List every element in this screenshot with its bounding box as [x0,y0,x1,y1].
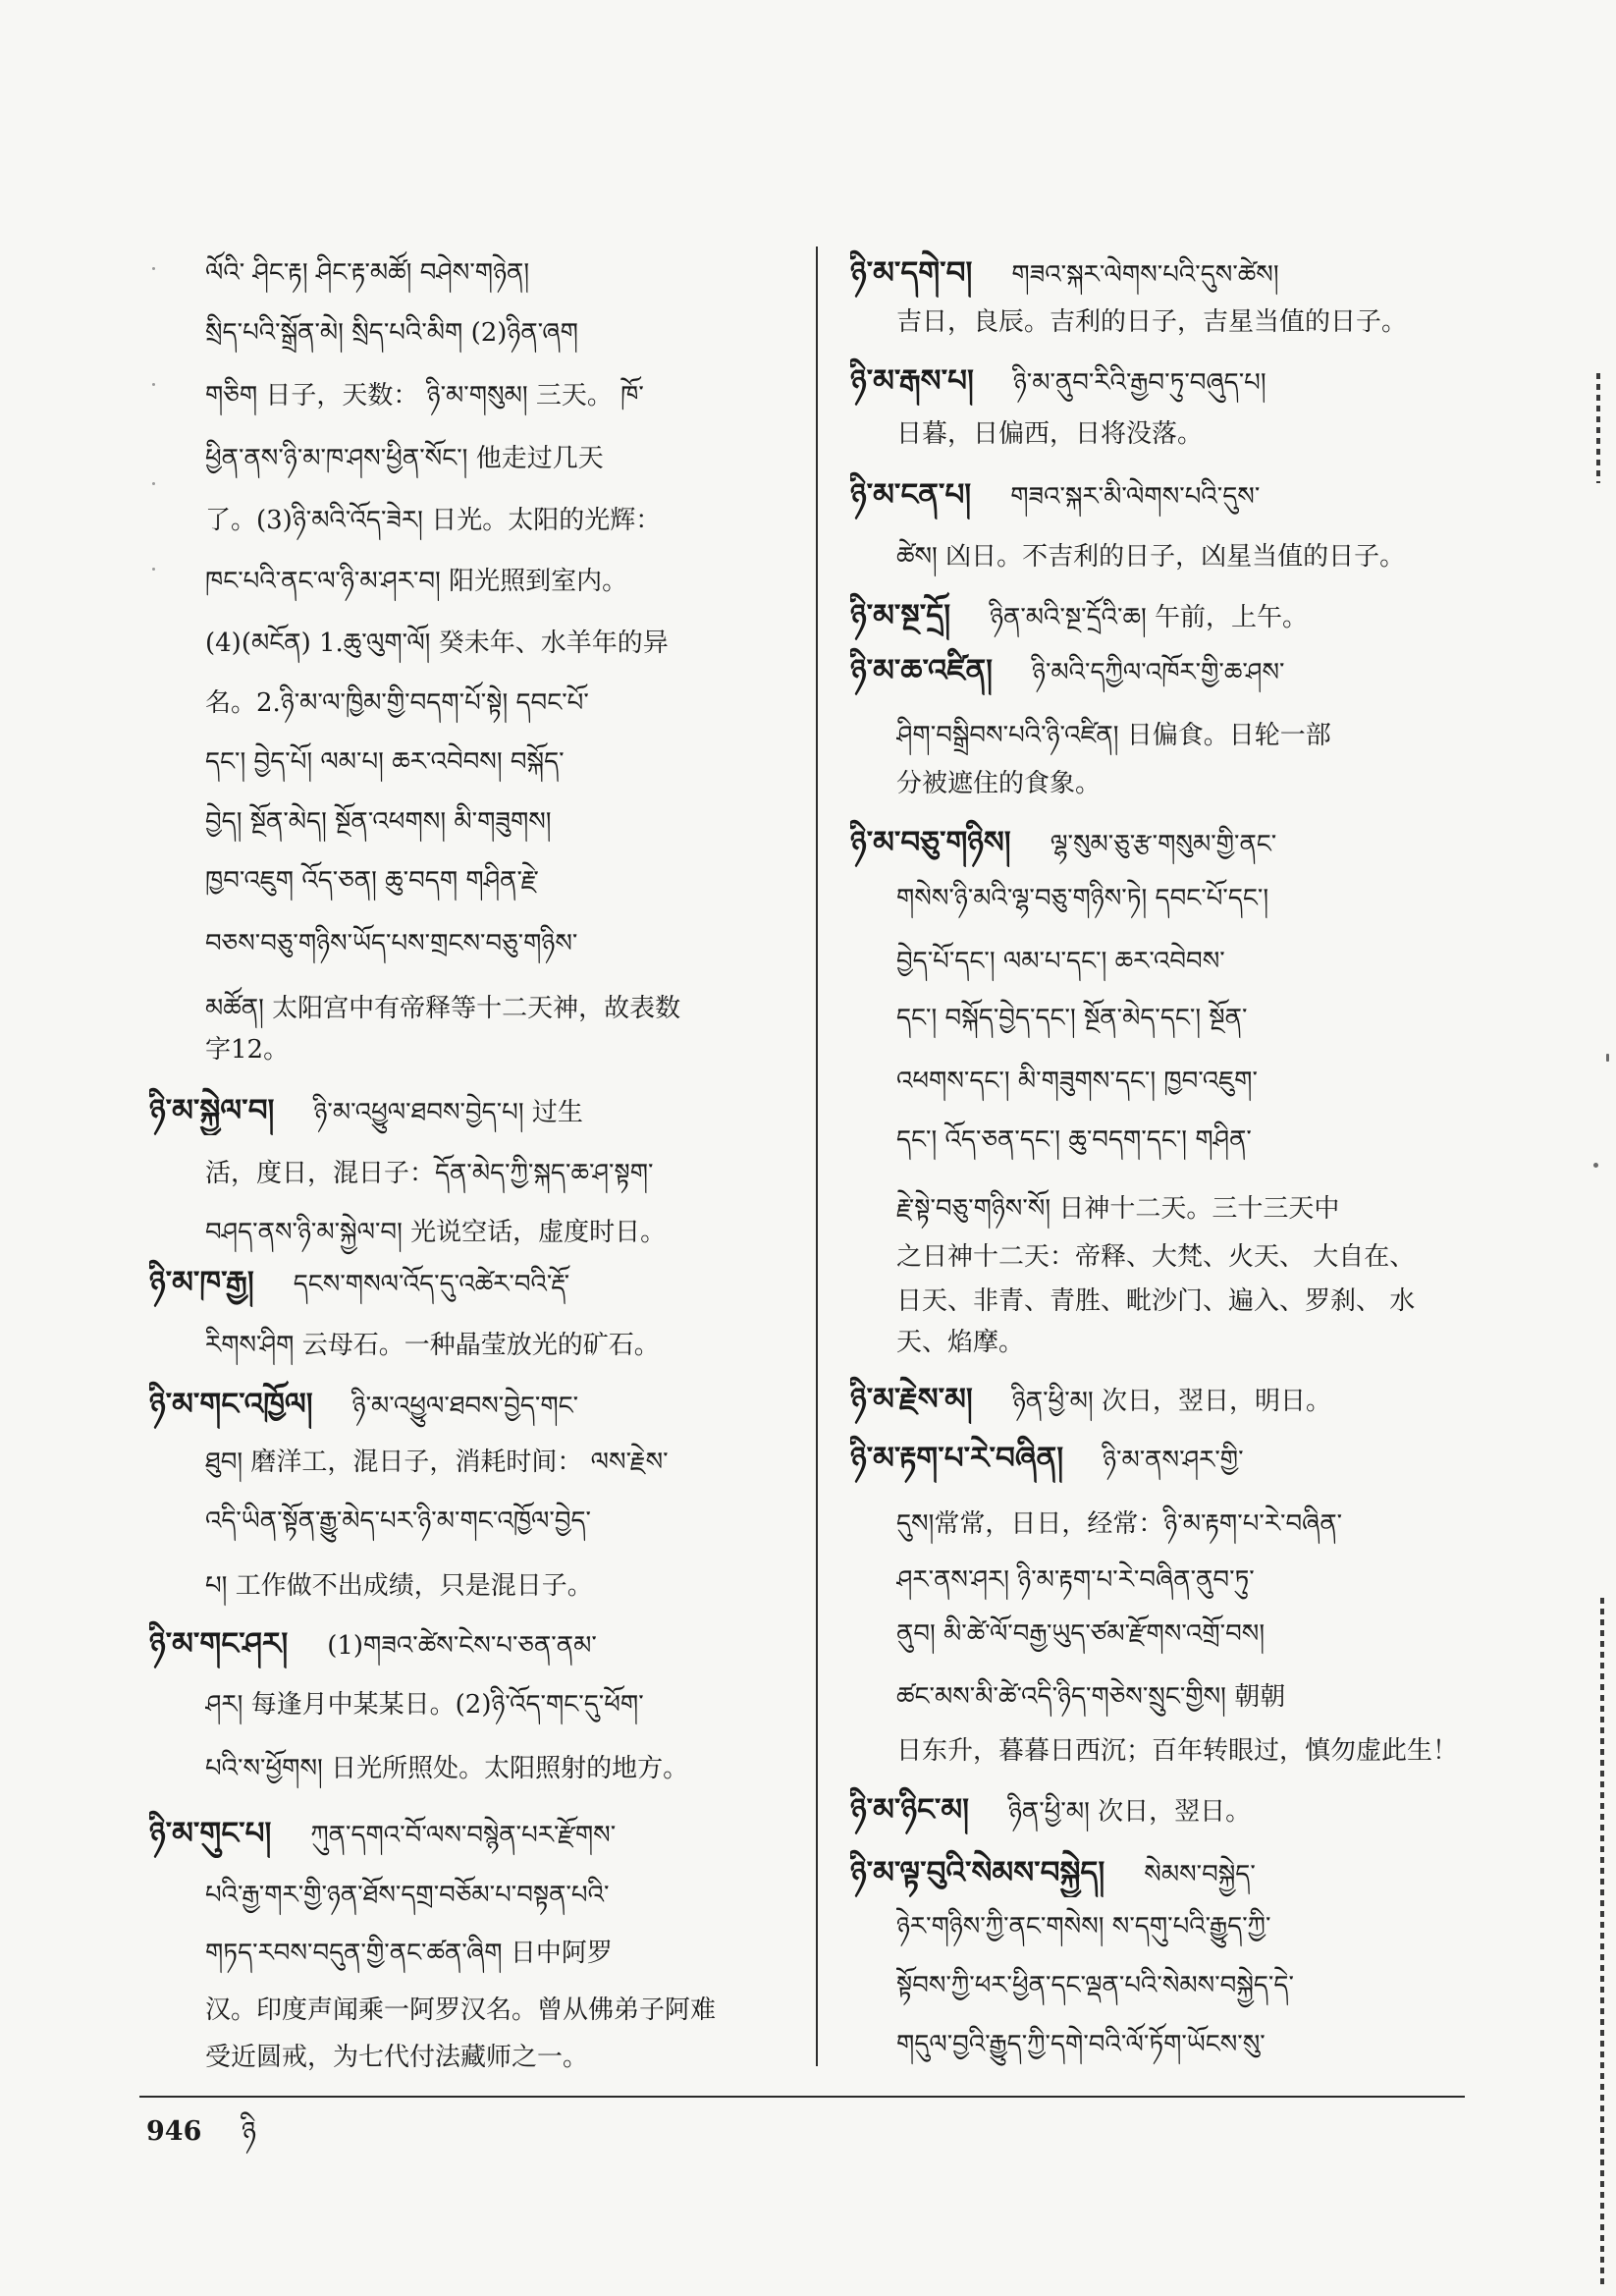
text-line: ཤར། 每逢月中某某日。(2)ཉི་འོད་གང་དུ་ཕོག་ [205,1690,644,1720]
scan-speck [152,482,155,485]
text-line: གསེས་ཉི་མའི་ལྷ་བཅུ་གཉིས་ཏེ། དབང་པོ་དང་། [896,884,1269,913]
text-line: 了。(3)ཉི་མའི་འོད་ཟེར། 日光。太阳的光辉： [205,506,662,535]
text-line: ཐུབ། 磨洋工，混日子，消耗时间： ལས་རྗེས་ [205,1448,669,1477]
entry-head-line [850,470,1494,519]
entry-head-line [850,818,1494,867]
headword: ཉི་མ་ཁ་རྒྱ། [149,1265,254,1300]
scan-speck [152,568,155,571]
text-line: འཕགས་དང་། མི་གཟུགས་དང་། ཁྱབ་འཇུག་ [896,1066,1258,1096]
entry-head-line [850,248,1494,298]
text-line: 名。2.ཉི་མ་ལ་ཁྱིམ་གྱི་བདག་པོ་སྟེ། དབང་པོ་ [205,688,589,718]
text-line: པ། 工作做不出成绩，只是混日子。 [205,1571,593,1601]
headword: ཉི་མ་དགེ་བ། [850,255,973,291]
text-line: དང་། འོད་ཅན་དང་། ཆུ་བདག་དང་། གཤིན་ [896,1125,1252,1155]
text-line: མཚོན། 太阳宫中有帝释等十二天神，故表数 [205,994,681,1023]
text-line: བྱེད། སྔོན་མེད། སྔོན་འཕགས། མི་གཟུགས། [205,807,552,837]
text-line: 日东升，暮暮日西沉；百年转眼过，慎勿虚此生！ [896,1736,1459,1766]
entry-head-line [850,1785,1494,1834]
text-line: སྲིད་པའི་སྒྲོན་མེ། སྲིད་པའི་མིག (2)ཉིན་ཞག [205,318,578,348]
entry-head-line [850,1375,1494,1424]
definition: གཟའ་སྐར་ལེགས་པའི་དུས་ཚེས། [1011,260,1279,290]
entry-head-line [850,356,1494,406]
entry-head-line [149,1086,791,1135]
definition: (1)གཟའ་ཚེས་ངེས་པ་ཅན་ནམ་ [327,1631,597,1661]
text-line: ཤར་ནས་ཤར། ཉི་མ་རྟག་པ་རེ་བཞིན་ནུབ་ཏུ་ [896,1565,1255,1595]
text-line: 日暮，日偏西，日将没落。 [896,419,1204,449]
headword: ཉི་མ་གང་ཤར། [149,1626,289,1662]
text-line: བཤད་ནས་ཉི་མ་སྐྱེལ་བ། 光说空话，虚度时日。 [205,1218,667,1247]
entry-head-line [149,1809,791,1858]
entry-head-line [149,1619,791,1668]
text-line: 受近圆戒，为七代付法藏师之一。 [205,2043,589,2072]
running-head: ཉི [242,2115,256,2148]
text-line: 汉。印度声闻乘一阿罗汉名。曾从佛弟子阿难 [205,1995,717,2025]
headword: ཉི་མ་བཅུ་གཉིས། [850,825,1011,860]
text-line: ཚང་མས་མི་ཚེ་འདི་ཉིད་གཅེས་སྲུང་གྱིས། 朝朝 [896,1682,1286,1712]
entry-head-line [149,1258,791,1307]
text-line: ནུབ། མི་ཚེ་ལོ་བརྒྱ་ཡུད་ཙམ་རྫོགས་འགྲོ་བས། [896,1619,1266,1649]
headword: ཉི་མ་ཆ་འཛིན། [850,653,994,688]
definition: ཉི་མ་ནུབ་རིའི་རྒྱབ་ཏུ་བཞུད་པ། [1012,368,1266,398]
text-line: པའི་ས་ཕྱོགས། 日光所照处。太阳照射的地方。 [205,1754,689,1783]
text-line: ཁང་པའི་ནང་ལ་ཉི་མ་ཤར་བ། 阳光照到室内。 [205,567,628,596]
text-line: གདུལ་བྱའི་རྒྱུད་ཀྱི་དགེ་བའི་ལོ་ཏོག་ཡོངས་སུ་ [896,2030,1266,2059]
text-line: དུས།常常，日日，经常：ཉི་མ་རྟག་པ་རེ་བཞིན་ [896,1509,1343,1539]
entry-head-line [149,1380,791,1429]
definition: ཉིན་ཕྱི་མ། 次日，翌日，明日。 [1011,1387,1331,1416]
text-line: 字12。 [205,1035,290,1065]
text-line: གཅིག 日子，天数： ཉི་མ་གསུམ། 三天。 ཁོ་ [205,381,644,410]
text-line: གཏད་རབས་བདུན་གྱི་ནང་ཚན་ཞིག 日中阿罗 [205,1939,613,1968]
text-line: དང་། བྱེད་པོ། ལམ་པ། ཆར་འབེབས། བསྐོད་ [205,747,565,777]
definition: གཟའ་སྐར་མི་ལེགས་པའི་དུས་ [1010,482,1261,512]
text-line: 日天、非青、青胜、毗沙门、遍入、罗刹、 水 [896,1286,1416,1316]
text-line: བྱེད་པོ་དང་། ལམ་པ་དང་། ཆར་འབེབས་ [896,947,1225,976]
headword: ཉི་མ་རྒས་པ། [850,363,974,399]
text-line: སྟོབས་ཀྱི་ཕར་ཕྱིན་དང་ལྡན་པའི་སེམས་བསྐྱེད་དེ་ [896,1971,1294,2000]
headword: ཉི་མ་སྔ་དྲོ། [850,598,951,633]
page-number: 946 [146,2116,202,2147]
headword: ཉི་མ་གུང་པ། [149,1816,272,1851]
text-line: 分被遮住的食象。 [896,769,1102,798]
text-line: ཤིག་བསྒྲིབས་པའི་ཉི་འཛིན། 日偏食。日轮一部 [896,721,1331,750]
entry-head-line [850,646,1494,695]
text-line: ཁྱབ་འཇུག འོད་ཅན། ཆུ་བདག གཤིན་རྗེ་ [205,866,539,896]
text-line: བཅས་བཅུ་གཉིས་ཡོད་པས་གྲངས་བཅུ་གཉིས་ [205,929,578,958]
scan-edge-mark [1600,1598,1604,2285]
headword: ཉི་མ་རྗེས་མ། [850,1382,973,1417]
entry-head-line [850,1848,1494,1897]
scan-speck [1606,1054,1609,1062]
headword: ཉི་མ་ངན་པ། [850,477,972,513]
text-line: དང་། བསྐོད་བྱེད་དང་། སྔོན་མེད་དང་། སྔོན་ [896,1004,1248,1033]
scan-edge-mark [1596,373,1600,483]
scan-speck [1593,1163,1598,1168]
definition: སེམས་བསྐྱེད་ [1144,1860,1256,1889]
text-line: 之日神十二天：帝释、大梵、火天、 大自在、 [896,1242,1416,1272]
definition: ལྷ་སུམ་ཅུ་རྩ་གསུམ་གྱི་ནང་ [1050,830,1277,859]
text-line: 天、焰摩。 [896,1328,1025,1357]
scan-speck [152,267,155,270]
definition: ཉི་མ་ནས་ཤར་གྱི་ [1103,1446,1244,1475]
text-line: པའི་རྒྱ་གར་གྱི་ཉན་ཐོས་དགྲ་བཅོམ་པ་བསྟན་པའི་ [205,1881,610,1910]
text-line: རིགས་ཤིག 云母石。一种晶莹放光的矿石。 [205,1331,660,1360]
definition: ཉི་མ་འཕྱུལ་ཐབས་བྱེད་པ། 过生 [313,1098,583,1127]
headword: ཉི་མ་རྟག་པ་རེ་བཞིན། [850,1441,1064,1476]
definition: ཉིན་མའི་སྔ་དྲོའི་ཆ། 午前，上午。 [990,603,1309,632]
entry-head-line [850,1434,1494,1483]
headword: ཉི་མ་ལྟ་བུའི་སེམས་བསྐྱེད། [850,1855,1105,1890]
text-line: རྗེ་སྟེ་བཅུ་གཉིས་སོ། 日神十二天。三十三天中 [896,1194,1340,1224]
text-line: 吉日，良辰。吉利的日子，吉星当值的日子。 [896,307,1408,337]
text-line: ལོའི་ ཤིང་རྟ། ཤིང་རྟ་མཚོ། བཤེས་གཉེན། [205,258,530,288]
definition: ཉི་མ་འཕྱུལ་ཐབས་བྱེད་གང་ [351,1392,579,1421]
entry-head-line [850,591,1494,640]
text-line: ཕྱིན་ནས་ཉི་མ་ཁ་ཤས་ཕྱིན་སོང་། 他走过几天 [205,444,604,473]
headword: ཉི་མ་གང་འཁྱོལ། [149,1387,313,1422]
headword: ཉི་མ་ཉིང་མ། [850,1792,969,1828]
headword: ཉི་མ་སྐྱེལ་བ། [149,1093,275,1128]
definition: ཉི་མའི་དཀྱིལ་འཁོར་གྱི་ཆ་ཤས་ [1032,658,1285,687]
text-line: (4)(མངོན) 1.ཆུ་ལུག་ལོ། 癸未年、水羊年的异 [205,629,669,658]
column-divider [816,246,818,2066]
text-line: འདི་ཡིན་སྟོན་རྒྱུ་མེད་པར་ཉི་མ་གང་འཁྱོལ་བྱེད་ [205,1506,592,1536]
definition: ཉིན་ཕྱི་མ། 次日，翌日。 [1008,1797,1252,1827]
scan-speck [152,383,155,386]
text-line: ཉེར་གཉིས་ཀྱི་ནང་གསེས། ས་དགུ་པའི་རྒྱུད་ཀྱི་ [896,1912,1271,1941]
text-line: 活，度日，混日子：དོན་མེད་ཀྱི་སྐད་ཆ་ཤ་སྟག་ [205,1159,654,1188]
footer-rule [139,2096,1465,2098]
definition: དངས་གསལ་འོད་དུ་འཚེར་བའི་རྡོ་ [293,1270,570,1299]
definition: ཀུན་དགའ་བོ་ལས་བསྙེན་པར་རྫོགས་ [310,1821,617,1850]
text-line: ཚེས། 凶日。不吉利的日子，凶星当值的日子。 [896,542,1406,572]
